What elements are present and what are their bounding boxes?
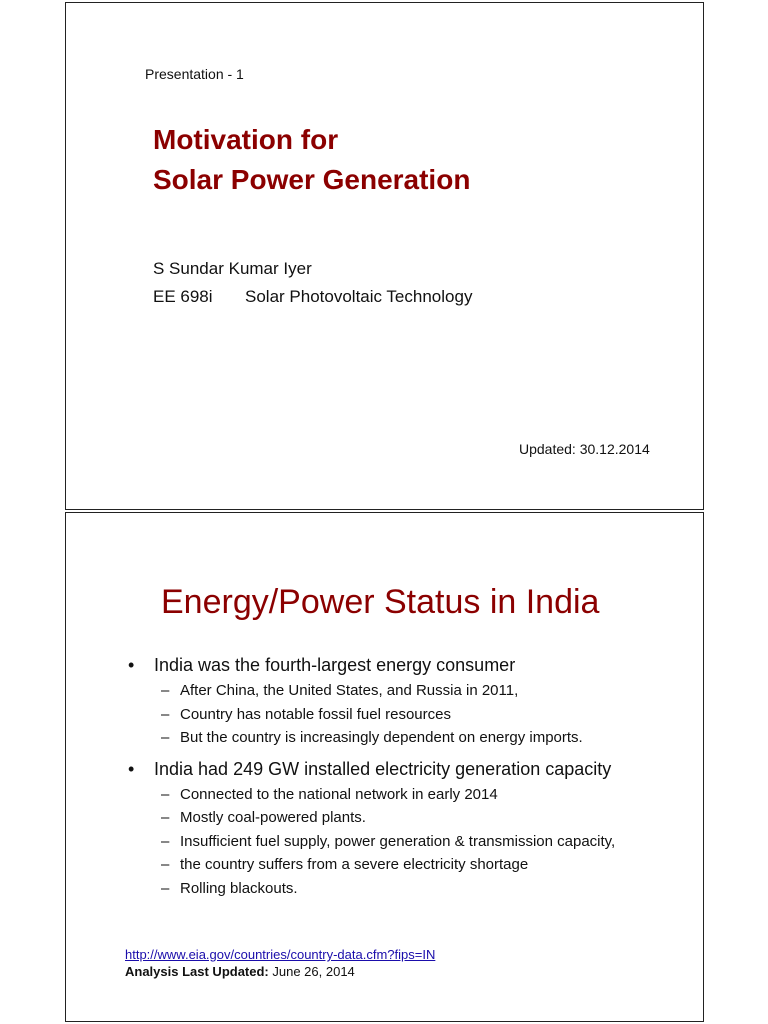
- slide-title: [153, 120, 673, 200]
- analysis-label: Analysis Last Updated:: [125, 964, 269, 979]
- analysis-updated: [125, 964, 355, 979]
- presentation-label: Presentation - 1: [145, 66, 244, 82]
- course-code: EE 698i: [153, 287, 213, 306]
- sub-bullet-text: But the country is increasingly dependent on energy imports.: [180, 729, 583, 746]
- slide-title: Energy/Power Status in India: [161, 583, 600, 621]
- sub-bullet-item: [161, 786, 498, 803]
- sub-bullet-text: the country suffers from a severe electricity shortage: [180, 856, 529, 873]
- sub-bullet-text: Mostly coal-powered plants.: [180, 809, 366, 826]
- sub-bullet-item: [161, 729, 583, 746]
- dash-icon: –: [161, 880, 170, 897]
- dash-icon: –: [161, 809, 170, 826]
- reference-link[interactable]: http://www.eia.gov/countries/country-data.cfm?fips=IN: [125, 947, 436, 962]
- bullet-item: [128, 655, 515, 676]
- sub-bullet-item: [161, 682, 518, 699]
- title-line-1: Motivation for: [153, 124, 339, 155]
- sub-bullet-text: Insufficient fuel supply, power generation & transmission capacity,: [180, 833, 616, 850]
- sub-bullet-item: [161, 833, 615, 850]
- slide-2: [65, 512, 704, 1022]
- sub-bullet-item: [161, 880, 298, 897]
- updated-date: Updated: 30.12.2014: [519, 441, 650, 457]
- dash-icon: –: [161, 856, 170, 873]
- bullet-text: India was the fourth-largest energy consumer: [154, 655, 516, 675]
- slide-1: [65, 2, 704, 510]
- title-line-2: Solar Power Generation: [153, 164, 471, 195]
- sub-bullet-text: Country has notable fossil fuel resources: [180, 706, 451, 723]
- course-name: Solar Photovoltaic Technology: [245, 287, 473, 306]
- sub-bullet-text: Rolling blackouts.: [180, 880, 298, 897]
- dash-icon: –: [161, 786, 170, 803]
- sub-bullet-text: After China, the United States, and Russia in 2011,: [180, 682, 519, 699]
- dash-icon: –: [161, 706, 170, 723]
- sub-bullet-item: [161, 706, 451, 723]
- sub-bullet-item: [161, 856, 528, 873]
- dash-icon: –: [161, 833, 170, 850]
- sub-bullet-text: Connected to the national network in early 2014: [180, 786, 498, 803]
- bullet-text: India had 249 GW installed electricity generation capacity: [154, 759, 612, 779]
- course-info: [153, 287, 472, 307]
- dash-icon: –: [161, 682, 170, 699]
- dash-icon: –: [161, 729, 170, 746]
- bullet-icon: •: [128, 655, 135, 675]
- author-name: S Sundar Kumar Iyer: [153, 259, 312, 278]
- sub-bullet-item: [161, 809, 366, 826]
- analysis-date: June 26, 2014: [268, 964, 355, 979]
- bullet-icon: •: [128, 759, 135, 779]
- bullet-item: [128, 759, 611, 780]
